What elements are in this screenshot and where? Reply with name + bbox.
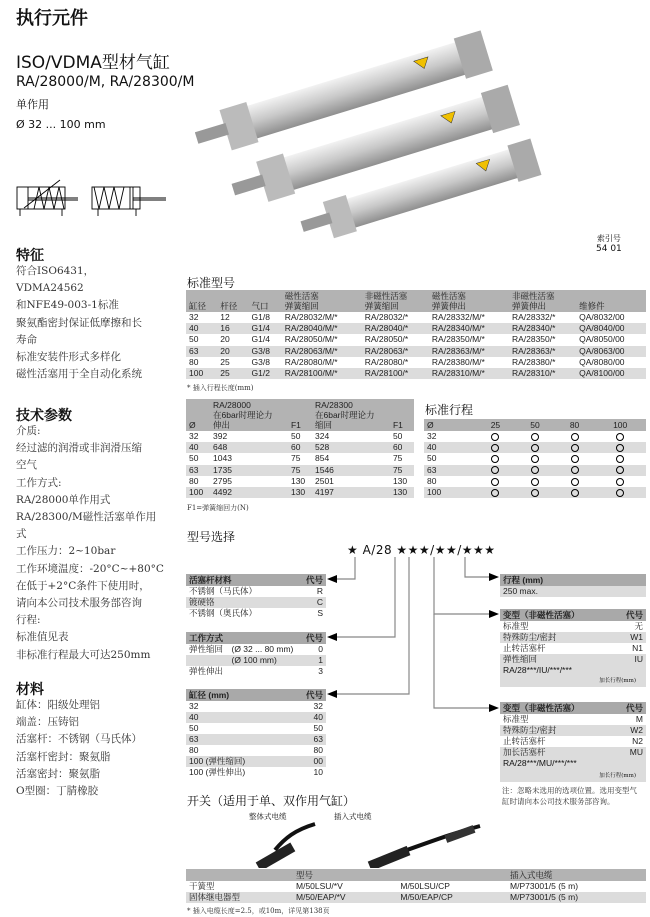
table-cell: QA/8032/00 xyxy=(579,312,625,322)
table-cell: 75 xyxy=(392,453,403,464)
table-cell: 75 xyxy=(288,465,312,476)
table-cell: QA/8040/00 xyxy=(576,323,646,334)
table-cell: RA/28100/* xyxy=(362,368,429,379)
list-item: 工作方式: xyxy=(16,476,62,489)
table-cell: 40 xyxy=(186,712,288,723)
model-selection-heading: 型号选择 xyxy=(187,530,236,544)
bore-cell: 80 xyxy=(427,475,437,486)
column-header: 50 xyxy=(515,419,555,431)
table-cell: 特殊防尘/密封 xyxy=(500,632,614,643)
table-cell: RA/28363/M/* xyxy=(429,346,509,357)
table-cell: 80 xyxy=(189,356,199,367)
table-cell: G1/2 xyxy=(249,368,282,379)
table-row xyxy=(500,632,646,643)
bore-cell: 32 xyxy=(427,431,437,441)
table-cell: 4197 xyxy=(312,487,390,498)
index-value: 54 01 xyxy=(596,244,622,254)
table-row xyxy=(186,734,326,745)
table-cell: RA/28100/M/* xyxy=(282,368,362,379)
table-row xyxy=(500,725,646,736)
table-cell: 63 xyxy=(186,734,288,745)
table-cell: 100 (弹性伸出) xyxy=(189,767,246,777)
stroke-table xyxy=(500,574,646,597)
column-header: Ø xyxy=(424,419,476,431)
table-cell: 25 xyxy=(220,356,230,367)
table-cell: RA/28032/* xyxy=(364,312,409,322)
table-cell: RA/28063/* xyxy=(362,346,429,357)
operation-mode-table xyxy=(186,632,326,677)
table-cell: 00 xyxy=(288,756,326,767)
model-code-pattern: ★ A/28 ★★★/★★/★★★ xyxy=(347,543,496,557)
table-cell: 弹性伸出 xyxy=(189,666,224,676)
list-item: 寿命 xyxy=(16,333,37,346)
table-cell: RA/28050/* xyxy=(364,334,409,345)
variant1-table xyxy=(500,609,646,665)
variant2-table xyxy=(500,702,646,758)
table-cell: 1735 xyxy=(210,465,288,476)
table-cell: IU xyxy=(614,654,646,665)
product-models: RA/28000/M, RA/28300/M xyxy=(16,74,195,90)
table-cell: 干簧型 xyxy=(189,881,215,891)
table-cell: 50 xyxy=(313,723,323,733)
list-item: O型圈：丁腈橡胶 xyxy=(16,785,99,798)
table-cell: 固体继电器型 xyxy=(186,892,293,903)
table-cell: RA/28310/* xyxy=(509,368,576,379)
table-cell: 无 xyxy=(634,621,643,631)
list-item: 介质: xyxy=(16,425,41,437)
bore-range: Ø 32 ... 100 mm xyxy=(16,118,106,131)
product-title: ISO/VDMA型材气缸 xyxy=(16,53,170,73)
plugin-cable-label: 插入式电缆 xyxy=(334,812,372,821)
table-cell: RA/28350/* xyxy=(511,334,556,345)
column-header: 工作方式 xyxy=(186,632,302,644)
list-item: 经过滤的润滑或非润滑压缩 xyxy=(16,442,142,455)
column-header: F1 xyxy=(390,399,414,431)
table-cell: 63 xyxy=(186,465,210,476)
column-header: 杆径 xyxy=(217,290,248,312)
table-cell: 镀硬铬 xyxy=(186,597,293,608)
table-header-row xyxy=(186,574,326,586)
table-cell: RA/28040/M/* xyxy=(282,323,362,334)
table-cell: 50 xyxy=(189,453,199,464)
section-title: 执行元件 xyxy=(16,8,88,29)
bore-cell: 100 xyxy=(424,487,476,498)
column-header: 缸径 xyxy=(186,290,217,312)
table-cell: 2501 xyxy=(314,475,334,486)
table-cell: 130 xyxy=(392,475,408,486)
column-header: 活塞杆材料 xyxy=(186,574,293,586)
table-cell: 854 xyxy=(314,453,330,464)
table-cell: QA/8080/00 xyxy=(579,356,625,367)
bore-cell: 63 xyxy=(424,465,476,476)
table-cell: 324 xyxy=(314,431,330,441)
table-row xyxy=(500,747,646,758)
table-row xyxy=(500,736,646,747)
table-row xyxy=(186,881,646,892)
table-row xyxy=(500,643,646,654)
column-header: 维修件 xyxy=(576,290,646,312)
table-cell: RA/28340/M/* xyxy=(429,323,509,334)
column-header: RA/28000 在6bar时理论力 伸出 xyxy=(210,399,288,431)
table-row xyxy=(186,655,326,666)
column-header: 代号 xyxy=(614,702,646,714)
column-header: 插入式电缆 xyxy=(507,869,646,881)
table-cell: RA/28380/* xyxy=(511,356,556,367)
list-item: 标准值见表 xyxy=(16,631,69,644)
list-item: 行程: xyxy=(16,614,41,627)
table-cell: 16 xyxy=(217,323,248,334)
list-item: 标准安装件形式多样化 xyxy=(16,351,121,364)
table-cell: W1 xyxy=(614,632,646,643)
table-cell: 130 xyxy=(390,487,414,498)
table-cell: 特殊防尘/密封 xyxy=(500,725,614,736)
list-item: VDMA24562 xyxy=(16,282,84,295)
table-row xyxy=(186,586,326,597)
table-cell: G1/4 xyxy=(251,334,270,345)
action-type: 单作用 xyxy=(16,98,49,111)
force-footnote: F1=弹簧缩回力(N) xyxy=(187,504,249,512)
table-cell: M/50LSU/CP xyxy=(400,881,450,891)
list-item: 活塞密封：聚氨脂 xyxy=(16,767,100,780)
list-item: 活塞杆密封：聚氨脂 xyxy=(16,750,111,763)
list-item: RA/28000单作用式 xyxy=(16,493,111,506)
variant2-arrow-label: 加长行程(mm) xyxy=(599,773,636,779)
table-cell: R xyxy=(316,586,323,596)
table-cell: M/50LSU/*V xyxy=(296,881,343,891)
table-cell: RA/28310/M/* xyxy=(429,368,509,379)
column-header: 代号 xyxy=(288,689,326,701)
column-header: F1 xyxy=(288,399,312,431)
table-row xyxy=(186,608,326,619)
table-cell: 100 (弹性缩回) xyxy=(186,756,288,767)
table-cell: 528 xyxy=(312,442,390,453)
list-item: 请向本公司技术服务部咨询 xyxy=(16,597,142,610)
variant1-code: RA/28***/IU/***/*** xyxy=(503,665,572,675)
table-cell: 50 xyxy=(189,723,199,733)
table-cell: 40 xyxy=(186,323,217,334)
std-stroke-heading: 标准行程 xyxy=(425,403,474,417)
table-header-row xyxy=(500,609,646,621)
table-cell: S xyxy=(317,608,323,618)
table-cell: 加长活塞杆 xyxy=(500,747,614,758)
column-header: 型号 xyxy=(293,869,397,881)
list-item: 符合ISO6431， xyxy=(16,265,95,277)
table-row xyxy=(186,712,326,723)
table-cell: M/P73001/5 (5 m) xyxy=(510,881,579,891)
table-cell: 标准型 xyxy=(503,714,529,724)
table-cell: 32 xyxy=(189,431,199,441)
table-cell: G1/4 xyxy=(249,323,282,334)
table-cell: 40 xyxy=(186,442,210,453)
table-cell: 1546 xyxy=(312,465,390,476)
table-cell: 3 xyxy=(318,666,323,676)
table-row xyxy=(186,597,326,608)
table-header-row xyxy=(186,869,646,881)
table-cell: 1043 xyxy=(213,453,232,464)
tech-heading: 技术参数 xyxy=(16,408,72,424)
bore-code-table xyxy=(186,689,326,778)
column-header xyxy=(397,869,507,881)
table-cell: QA/8050/00 xyxy=(579,334,625,345)
column-header: Ø xyxy=(186,399,210,431)
table-cell: MU xyxy=(614,747,646,758)
list-item: 工作环境温度：-20°C~+80°C xyxy=(16,562,164,575)
list-item: 聚氨酯密封保证低摩擦和长 xyxy=(16,316,142,329)
table-cell: RA/28363/* xyxy=(509,346,576,357)
list-item: 在低于+2°C条件下使用时， xyxy=(16,579,150,592)
table-cell: RA/28080/* xyxy=(364,356,409,367)
table-cell: 弹性缩回 xyxy=(500,654,614,665)
table-cell: 80 xyxy=(189,475,199,486)
table-cell: 50 xyxy=(392,431,403,441)
table-cell: 130 xyxy=(290,475,306,486)
column-header: 代号 xyxy=(293,574,326,586)
table-cell: RA/28063/M/* xyxy=(282,346,362,357)
table-cell: RA/28040/* xyxy=(362,323,429,334)
table-row xyxy=(186,892,646,903)
table-cell: RA/28050/M/* xyxy=(284,334,338,345)
list-item: 非标准行程最大可达250mm xyxy=(16,648,151,661)
table-cell: N1 xyxy=(632,643,643,653)
variant1-box xyxy=(500,609,646,687)
table-cell: 不锈钢（马氏体） xyxy=(189,586,258,596)
table-cell: 32 xyxy=(189,701,199,711)
table-cell: RA/28332/M/* xyxy=(431,312,485,322)
table-cell: 20 xyxy=(217,346,248,357)
table-cell: 2795 xyxy=(213,475,232,486)
table-cell: 1 xyxy=(302,655,326,666)
integral-cable-label: 整体式电缆 xyxy=(249,812,287,821)
table-cell: 63 xyxy=(288,734,326,745)
table-cell: RA/28380/M/* xyxy=(431,356,485,367)
column-header: 气口 xyxy=(249,290,282,312)
materials-heading: 材料 xyxy=(16,682,44,698)
table-header-row xyxy=(500,702,646,714)
table-cell: 不锈钢（奥氏体） xyxy=(189,608,258,618)
table-cell: 32 xyxy=(189,312,199,322)
table-cell: 648 xyxy=(210,442,288,453)
table-cell: M/P73001/5 (5 m) xyxy=(507,892,646,903)
table-cell: 392 xyxy=(213,431,228,441)
table-cell: 20 xyxy=(220,334,230,345)
list-item: 端盖：压铸铝 xyxy=(16,716,79,729)
table-cell: 50 xyxy=(189,334,199,345)
table-cell: 0 xyxy=(318,644,323,654)
list-item: 磁性活塞用于全自动化系统 xyxy=(16,368,142,381)
table-cell: N2 xyxy=(632,736,643,746)
table-cell: 60 xyxy=(288,442,312,453)
table-row xyxy=(500,621,646,632)
table-row xyxy=(186,756,326,767)
table-cell: 32 xyxy=(313,701,323,711)
table-cell: RA/28032/M/* xyxy=(284,312,338,322)
table-cell: RA/28340/* xyxy=(509,323,576,334)
table-cell: 80 xyxy=(189,745,199,755)
switches-footnote: * 插入电缆长度=2.5，或10m，详见第138页 xyxy=(187,907,330,915)
table-cell: 130 xyxy=(288,487,312,498)
switches-table xyxy=(186,869,646,903)
table-row xyxy=(500,654,646,665)
table-cell: QA/8063/00 xyxy=(576,346,646,357)
bore-cell: 40 xyxy=(424,442,476,453)
table-cell: G3/8 xyxy=(249,346,282,357)
column-header: 100 xyxy=(594,419,646,431)
table-cell: 止转活塞杆 xyxy=(503,643,546,653)
list-item: 活塞杆：不锈钢（马氏体） xyxy=(16,733,142,746)
table-cell: 100 xyxy=(186,368,217,379)
switch-sensor-photo xyxy=(240,822,490,868)
table-cell: 弹性缩回 (Ø 32 ... 80 mm) xyxy=(189,644,294,654)
table-cell: (Ø 100 mm) xyxy=(186,655,302,666)
table-row xyxy=(186,767,326,778)
list-item: 工作压力：2~10bar xyxy=(16,545,116,558)
column-header: 代号 xyxy=(614,609,646,621)
stroke-value: 250 max. xyxy=(500,586,646,597)
table-cell: M/50/EAP/CP xyxy=(397,892,507,903)
column-header: 缸径 (mm) xyxy=(186,689,288,701)
table-cell: RA/28080/M/* xyxy=(284,356,338,367)
selection-note: 注：忽略未选用的选项位置。选用变型气缸时请向本公司技术服务部咨询。 xyxy=(502,786,637,806)
rod-material-table xyxy=(186,574,326,619)
list-item: 缸体：阳级处理铝 xyxy=(16,699,100,711)
table-row xyxy=(186,644,326,655)
column-header: 25 xyxy=(476,419,516,431)
column-header: 变型（非磁性活塞） xyxy=(500,609,614,621)
table-cell: RA/28332/* xyxy=(511,312,556,322)
list-item: RA/28300/M磁性活塞单作用 xyxy=(16,511,157,524)
stroke-header: 行程 (mm) xyxy=(500,574,646,586)
column-header xyxy=(186,869,293,881)
table-cell: 标准型 xyxy=(503,621,529,631)
table-row xyxy=(186,745,326,756)
variant2-code: RA/28***/MU/***/*** xyxy=(503,758,577,768)
column-header: 80 xyxy=(555,419,595,431)
table-row xyxy=(186,723,326,734)
table-cell: 75 xyxy=(290,453,301,464)
table-cell: W2 xyxy=(614,725,646,736)
table-cell: 25 xyxy=(217,368,248,379)
table-cell: 50 xyxy=(290,431,301,441)
table-cell: 12 xyxy=(220,312,230,322)
table-row xyxy=(186,666,326,677)
list-item: 空气 xyxy=(16,459,37,472)
table-cell: 60 xyxy=(390,442,414,453)
table-cell: 100 xyxy=(186,487,210,498)
column-header: 非磁性活塞 弹簧伸出 xyxy=(509,290,576,312)
table-cell: 止转活塞杆 xyxy=(503,736,546,746)
table-row xyxy=(186,701,326,712)
table-cell: C xyxy=(293,597,326,608)
std-models-heading: 标准型号 xyxy=(187,276,236,290)
list-item: 和NFE49-003-1标准 xyxy=(16,299,119,312)
variant2-box xyxy=(500,702,646,810)
column-header: 磁性活塞 弹簧伸出 xyxy=(429,290,509,312)
switches-heading: 开关（适用于单、双作用气缸） xyxy=(187,794,356,808)
table-cell: G3/8 xyxy=(251,356,270,367)
std-models-footnote: * 插入行程长度(mm) xyxy=(187,384,254,392)
column-header: 磁性活塞 弹簧缩回 xyxy=(282,290,362,312)
column-header: 非磁性活塞 弹簧缩回 xyxy=(362,290,429,312)
table-cell: 75 xyxy=(390,465,414,476)
table-cell: 10 xyxy=(313,767,323,777)
table-cell: G1/8 xyxy=(251,312,270,322)
table-cell: 40 xyxy=(288,712,326,723)
table-cell: RA/28350/M/* xyxy=(431,334,485,345)
table-cell: M xyxy=(635,714,643,724)
table-row xyxy=(500,714,646,725)
table-cell: 80 xyxy=(313,745,323,755)
column-header: RA/28300 在6bar时理论力 缩回 xyxy=(312,399,390,431)
index-label: 索引号 xyxy=(596,234,621,243)
table-cell: 63 xyxy=(186,346,217,357)
table-header-row xyxy=(186,689,326,701)
table-header-row xyxy=(186,632,326,644)
list-item: 式 xyxy=(16,528,27,541)
table-cell: 4492 xyxy=(210,487,288,498)
variant1-arrow-label: 加长行程(mm) xyxy=(599,678,636,684)
features-heading: 特征 xyxy=(16,248,44,264)
column-header: 代号 xyxy=(302,632,326,644)
bore-cell: 50 xyxy=(427,453,437,464)
table-cell: M/50/EAP/*V xyxy=(293,892,397,903)
column-header: 变型（非磁性活塞） xyxy=(500,702,614,714)
table-cell: QA/8100/00 xyxy=(576,368,646,379)
